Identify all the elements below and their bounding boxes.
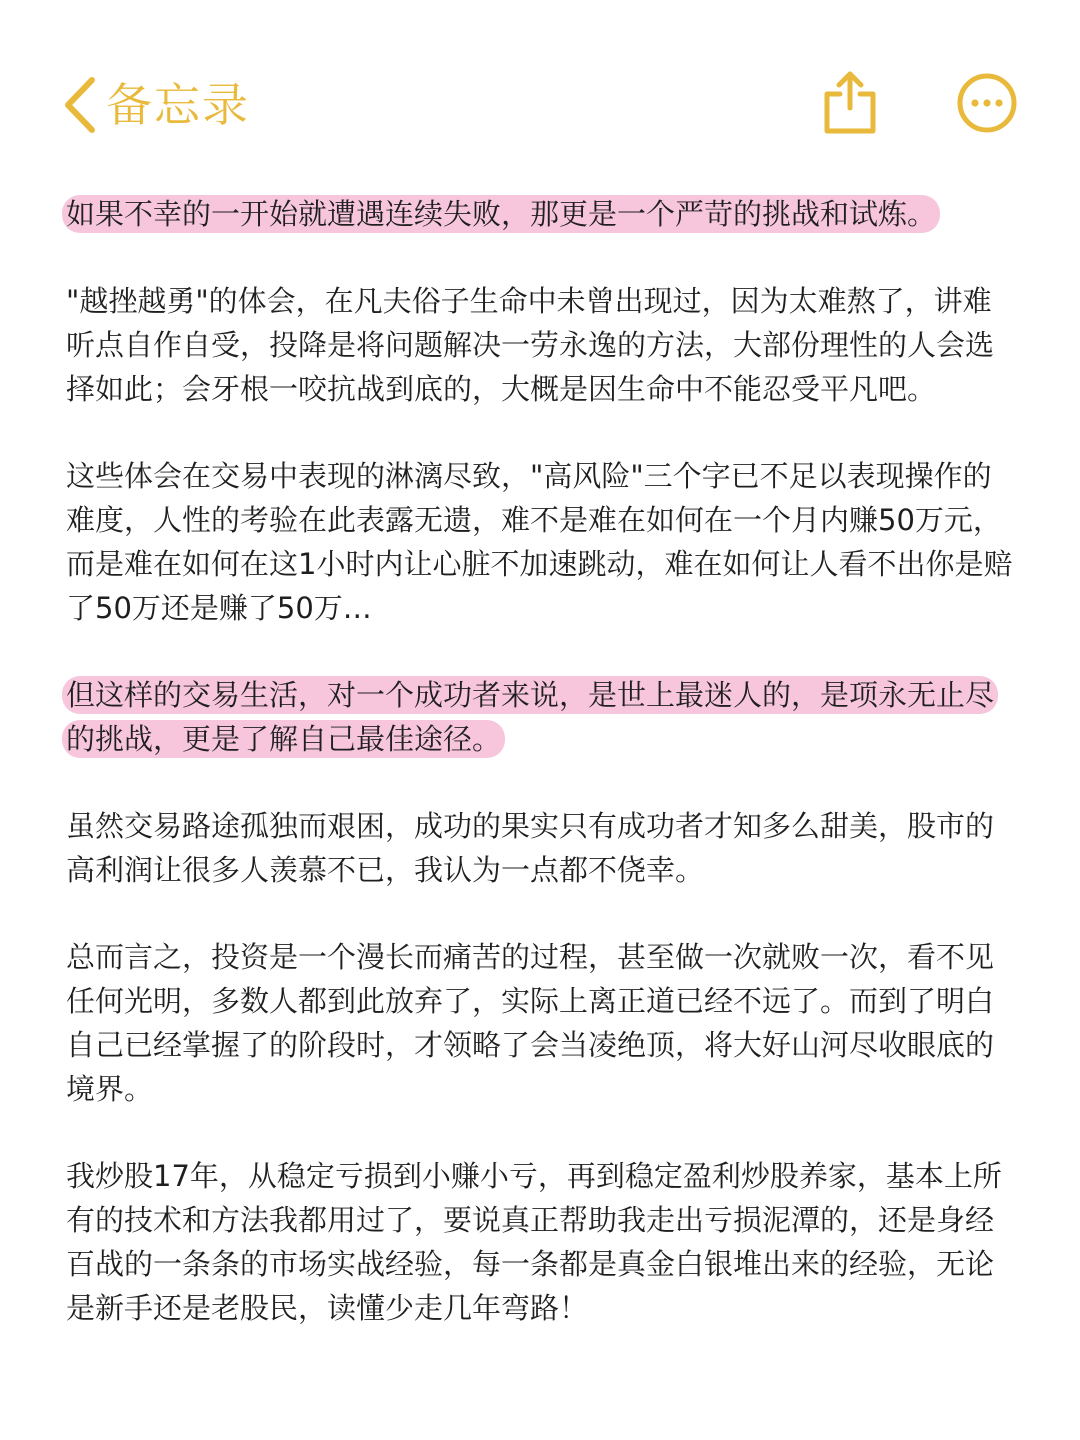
note-body[interactable] [66,192,1016,1373]
share-icon [822,70,878,136]
note-paragraph-2: "越挫越勇"的体会，在凡夫俗子生命中未曾出现过，因为太难熬了，讲难听点自作自受，投降是将问题解决一劳永逸的方法，大部份理性的人会选择如此；会牙根一咬抗战到底的，大概是因生命中不能忍受平凡吧。 [66,284,995,406]
more-button[interactable] [956,72,1018,134]
navigation-bar [0,0,1080,160]
highlighted-text: 但这样的交易生活，对一个成功者来说，是世上最迷人的，是项永无止尽的挑战，更是了解自己最佳途径。 [62,676,998,758]
note-paragraph-7: 我炒股17年，从稳定亏损到小赚小亏，再到稳定盈利炒股养家，基本上所有的技术和方法我都用过了，要说真正帮助我走出亏损泥潭的，还是身经百战的一条条的市场实战经验，每一条都是真金白银堆出来的经验，无论是新手还是老股民，读懂少走几年弯路！ [66,1159,1002,1325]
note-paragraph-1 [66,192,1016,236]
note-paragraph-3: 这些体会在交易中表现的淋漓尽致，"高风险"三个字已不足以表现操作的难度，人性的考验在此表露无遗，难不是难在如何在一个月内赚50万元，而是难在如何在这1小时内让心脏不加速跳动，难在如何让人看不出你是赔了50万还是赚了50万… [66,459,1013,625]
more-icon [956,72,1018,134]
back-button[interactable] [62,70,250,140]
chevron-left-icon [62,76,96,134]
share-button[interactable] [822,70,878,136]
back-label: 备忘录 [106,78,250,132]
note-paragraph-5: 虽然交易路途孤独而艰困，成功的果实只有成功者才知多么甜美，股市的高利润让很多人羡慕不已，我认为一点都不侥幸。 [66,809,995,887]
note-paragraph-4 [66,673,1016,761]
highlighted-text: 如果不幸的一开始就遭遇连续失败，那更是一个严苛的挑战和试炼。 [62,195,940,233]
note-paragraph-6: 总而言之，投资是一个漫长而痛苦的过程，甚至做一次就败一次，看不见任何光明，多数人都到此放弃了，实际上离正道已经不远了。而到了明白自己已经掌握了的阶段时，才领略了会当凌绝顶，将大好山河尽收眼底的境界。 [66,940,995,1106]
